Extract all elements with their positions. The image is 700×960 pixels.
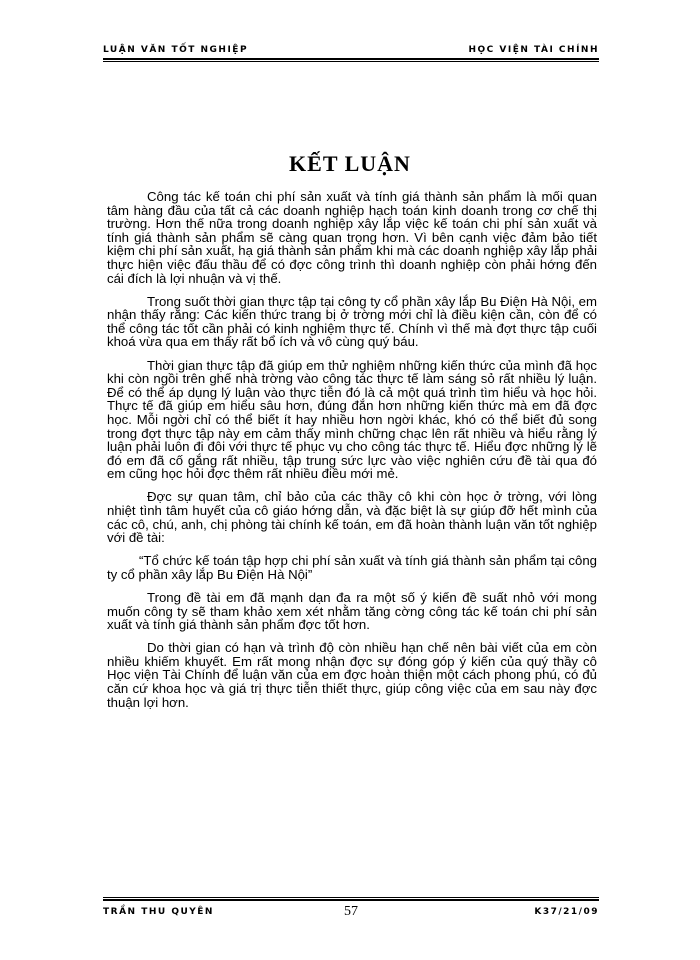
footer-rule-thick bbox=[103, 899, 599, 901]
header-rule-thick bbox=[103, 58, 599, 60]
header-left-text: LUẬN VĂN TỐT NGHIỆP bbox=[103, 45, 249, 55]
paragraph-4: Đợc sự quan tâm, chỉ bảo của các thầy cô khi còn học ở trờng, với lòng nhiệt tình tâm huyết của cô giáo hớng dẫn, và đặc biệt là sự giúp đỡ hết mình của các cô, chú, anh, chị phòng tài chính kế toán, em đã hoàn thành luận văn tốt nghiệp với đề tài: bbox=[107, 489, 597, 546]
header-right-text: HỌC VIỆN TÀI CHÍNH bbox=[468, 45, 599, 55]
page-footer bbox=[103, 904, 599, 920]
thesis-title-quote: “Tổ chức kế toán tập hợp chi phí sản xuất và tính giá thành sản phẩm tại công ty cổ phần xây lắp Bu Điện Hà Nội” bbox=[107, 553, 597, 582]
paragraph-2: Trong suốt thời gian thực tập tại công ty cổ phần xây lắp Bu Điện Hà Nội, em nhận thấy rằng: Các kiến thức trang bị ở trờng mới chỉ là điều kiện cần, còn để có thể công tác tốt cần phải có kinh nghiệm thực tế. Chính vì thế mà đợt thực tập cuối khoá vừa qua em thấy rất bổ ích và vô cùng quý báu. bbox=[107, 293, 597, 350]
footer-author: TRẦN THU QUYÊN bbox=[103, 907, 214, 917]
paragraph-7: Do thời gian có hạn và trình độ còn nhiều hạn chế nên bài viết của em còn nhiều khiếm khuyết. Em rất mong nhận đợc sự đóng góp ý kiến của quý thầy cô Học viện Tài Chính để luận văn của em đợc hoàn thiện một cách phong phú, có đủ căn cứ khoa học và giá trị thực tiễn thiết thực, giúp công việc của em sau này đợc thuận lợi hơn. bbox=[107, 640, 597, 710]
page-title: KẾT LUẬN bbox=[289, 151, 411, 176]
footer-rule-thin bbox=[103, 897, 599, 898]
footer-class-code: K37/21/09 bbox=[534, 907, 599, 917]
body-text bbox=[107, 190, 597, 719]
paragraph-6: Trong đề tài em đã mạnh dạn đa ra một số ý kiến đề suất nhỏ với mong muốn công ty sẽ tham khảo xem xét nhằm tăng cờng công tác kế toán chi phí sản xuất và tính giá thành sản phẩm đợc tốt hơn. bbox=[107, 589, 597, 633]
header-rule-thin bbox=[103, 61, 599, 62]
paragraph-1: Công tác kế toán chi phí sản xuất và tính giá thành sản phẩm là mối quan tâm hàng đầu của tất cả các doanh nghiệp hạch toán kinh doanh trong cơ chế thị trường. Hơn thế nữa trong doanh nghiệp xây lắp việc kế toán chi phí sản xuất và tính giá thành sản phẩm sẽ càng quan trọng hơn. Vì bên cạnh việc đảm bảo tiết kiệm chi phí sản xuất, hạ giá thành sản phẩm khi mà các doanh nghiệp xây lắp phải thực hiện việc đấu thầu để có đợc công trình thì doanh nghiệp còn phải hớng đến cái đích là lợi nhuận và vị thế. bbox=[107, 189, 597, 286]
page-number: 57 bbox=[344, 904, 358, 919]
paragraph-3: Thời gian thực tập đã giúp em thử nghiệm những kiến thức của mình đã học khi còn ngồi trên ghế nhà trờng vào công tác thực tế làm sáng sỏ rất nhiều lý luận. Để có thể áp dụng lý luận vào thực tiễn đó là cả một quá trình tìm hiểu và học hỏi. Thực tế đã giúp em hiểu sâu hơn, đúng đắn hơn những kiến thức mà em đã đợc học. Mỗi ngời chỉ có thể biết ít hay nhiều hơn ngời khác, khó có thể biết đủ song trong đợt thực tập này em cảm thấy mình chững chạc lên rất nhiều và hiểu rằng lý luận phải luôn đi đôi với thực tế phục vụ cho công tác thực tế. Hiểu đợc những lý lẽ đó em đã cố gắng rất nhiều, tập trung sức lực vào việc nghiên cứu đề tài qua đó em cũng học hỏi đợc thêm rất nhiều điều mới mẻ. bbox=[107, 357, 597, 482]
page-header bbox=[103, 44, 599, 58]
